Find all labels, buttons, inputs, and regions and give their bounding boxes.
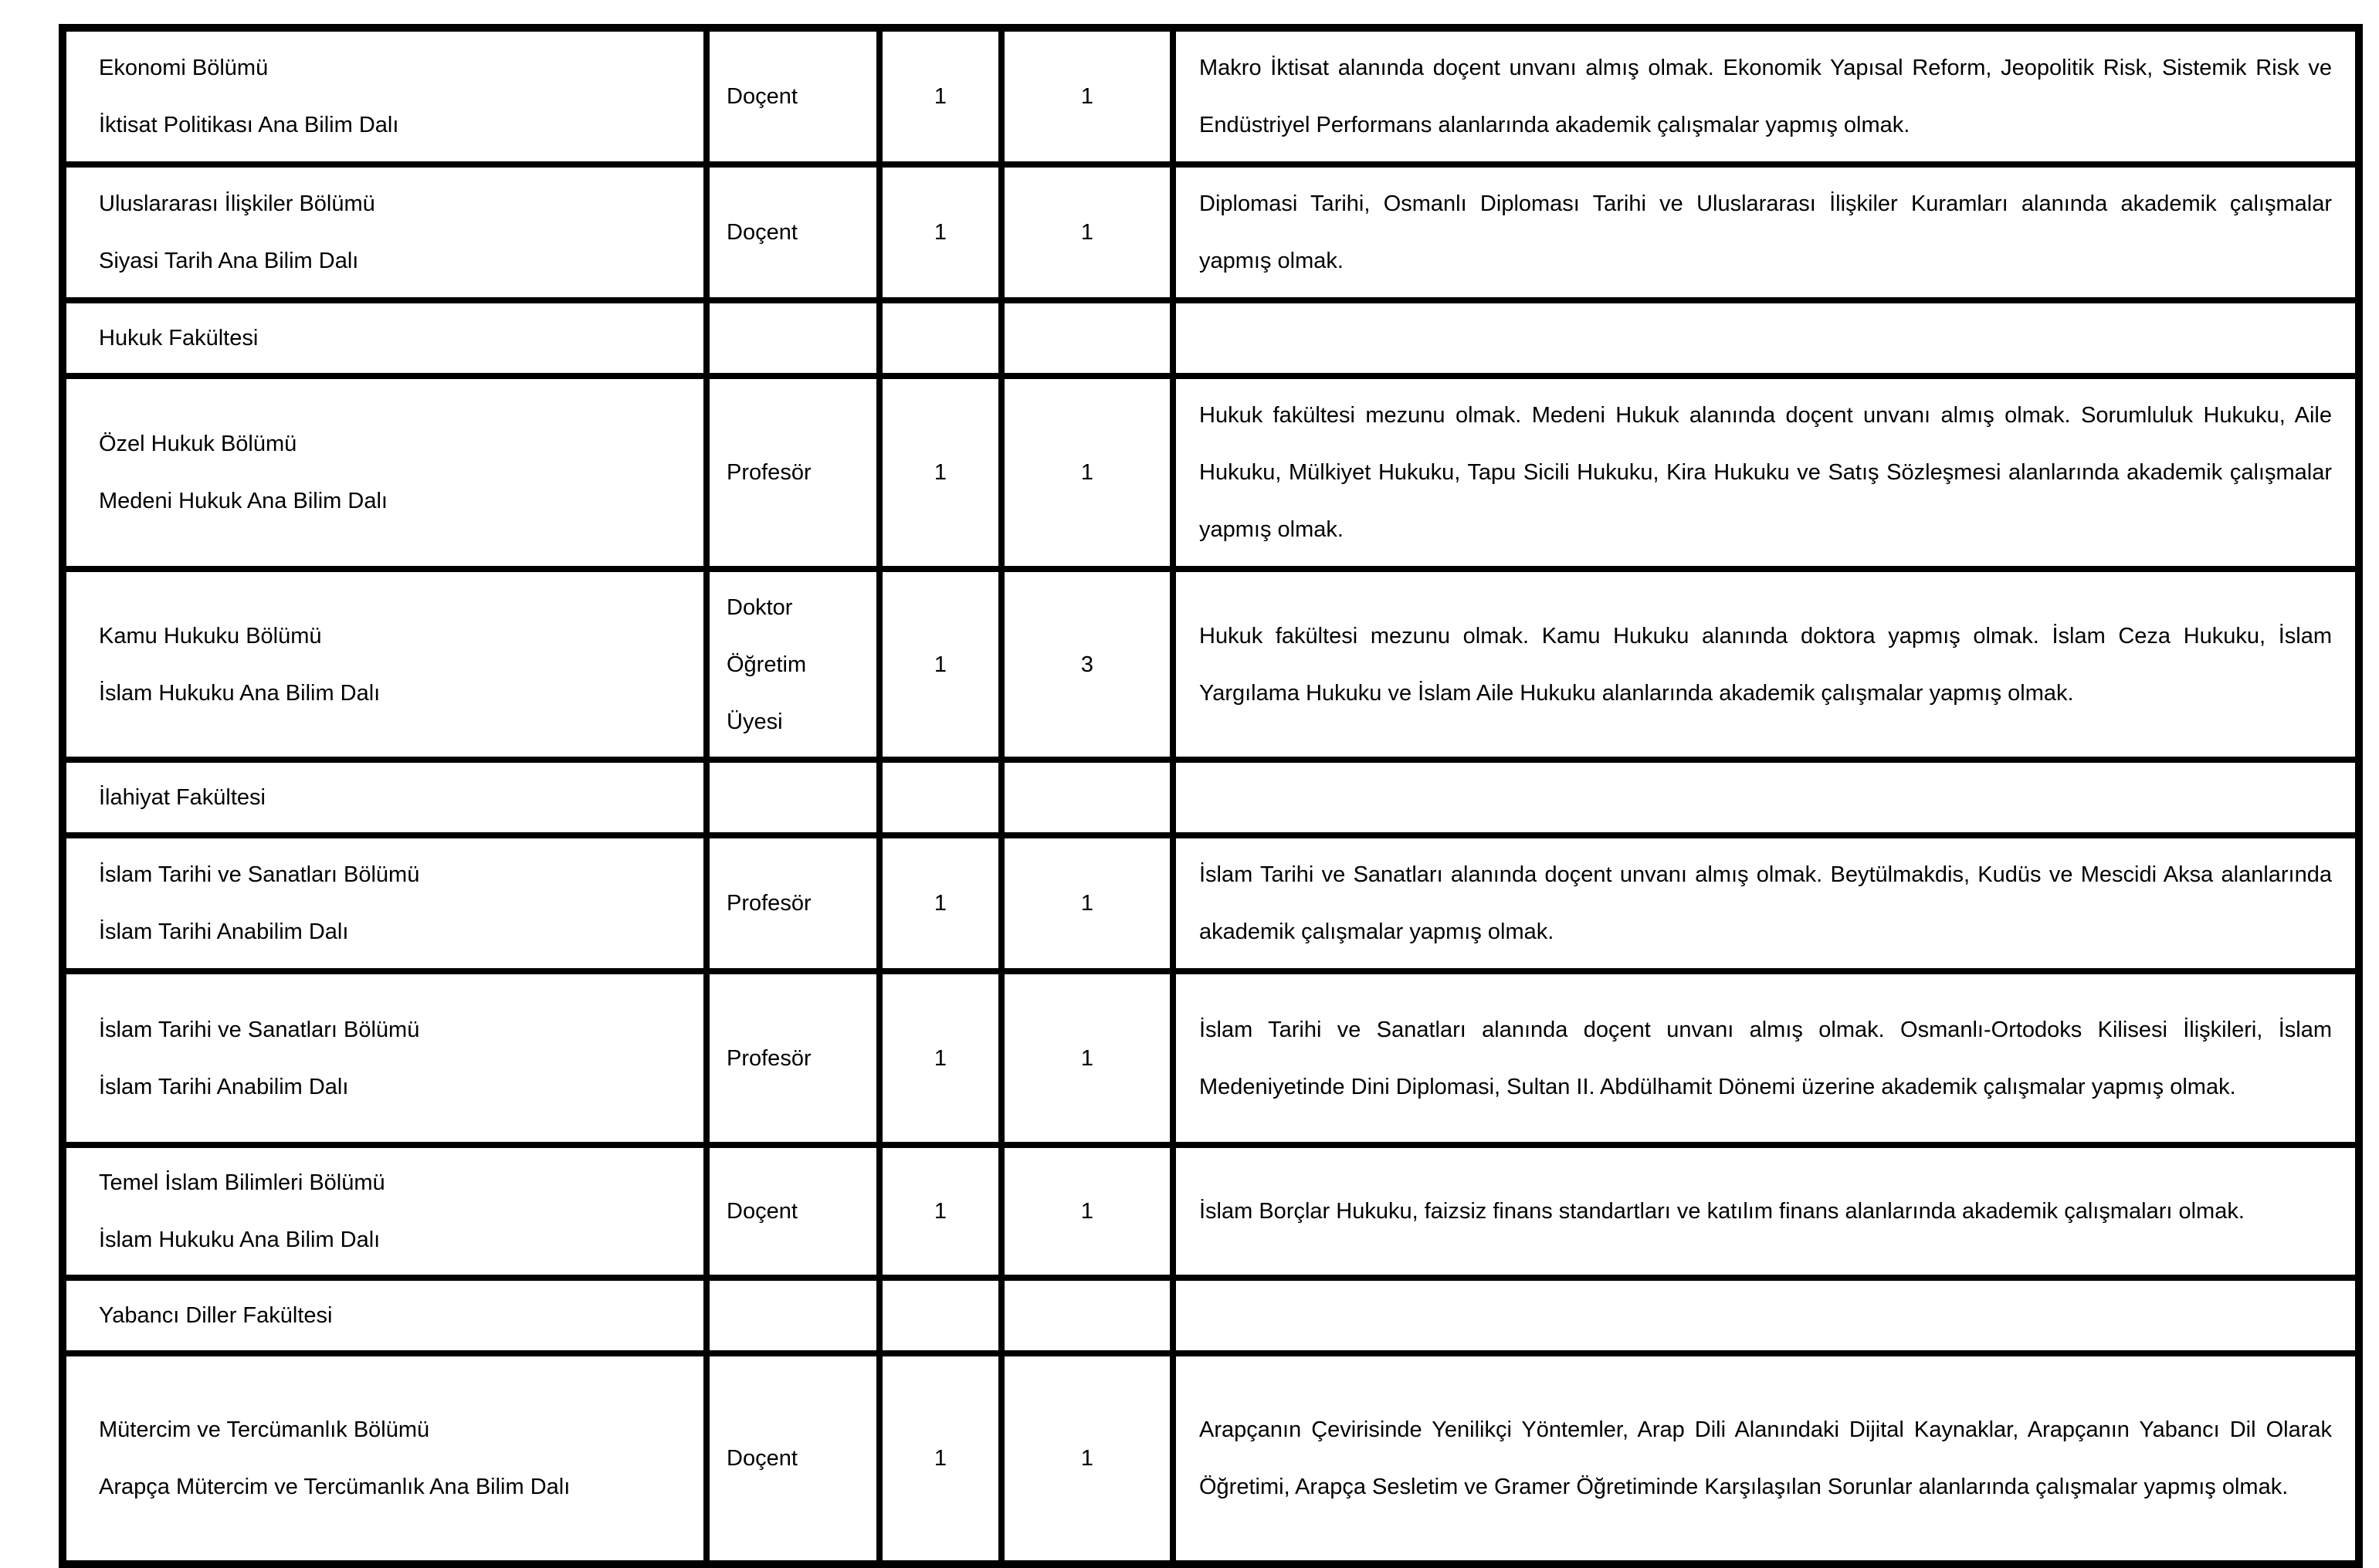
department-cell (63, 376, 707, 569)
department-line: Mütercim ve Tercümanlık Bölümü (99, 1417, 430, 1442)
department-line: İslam Tarihi ve Sanatları Bölümü (99, 862, 420, 887)
count-col-b-cell: 3 (1001, 569, 1173, 760)
department-cell (63, 1145, 707, 1278)
count-col-a-cell: 1 (879, 835, 1001, 971)
academic-positions-table (59, 24, 2363, 1568)
position-row (63, 1353, 2359, 1564)
count-col-b-cell: 1 (1001, 1353, 1173, 1564)
title-cell: Doçent (707, 1353, 879, 1564)
department-cell (63, 569, 707, 760)
count-col-a-cell: 1 (879, 376, 1001, 569)
count-col-a-cell: 1 (879, 28, 1001, 164)
department-cell (63, 300, 707, 376)
count-col-a-cell: 1 (879, 971, 1001, 1145)
count-col-b-cell (1001, 300, 1173, 376)
requirements-cell: Arapçanın Çevirisinde Yenilikçi Yöntemler, Arap Dili Alanındaki Dijital Kaynaklar, Arapçanın Yabancı Dil Olarak Öğretimi, Arapça Sesletim ve Gramer Öğretiminde Karşılaşılan Sorunlar alanlarında çalışmalar yapmış olmak. (1173, 1353, 2359, 1564)
count-col-a-cell: 1 (879, 164, 1001, 300)
department-cell (63, 971, 707, 1145)
title-cell (707, 1278, 879, 1353)
count-col-b-cell: 1 (1001, 1145, 1173, 1278)
department-line: İslam Tarihi ve Sanatları Bölümü (99, 1017, 420, 1042)
faculty-row (63, 300, 2359, 376)
department-line: İlahiyat Fakültesi (99, 785, 266, 810)
title-cell (707, 300, 879, 376)
requirements-cell (1173, 300, 2359, 376)
department-line: İslam Hukuku Ana Bilim Dalı (99, 1228, 381, 1252)
title-cell: Profesör (707, 835, 879, 971)
department-cell (63, 835, 707, 971)
faculty-row (63, 760, 2359, 835)
department-line: Hukuk Fakültesi (99, 326, 259, 351)
position-row (63, 971, 2359, 1145)
count-col-b-cell: 1 (1001, 835, 1173, 971)
title-cell: Profesör (707, 376, 879, 569)
requirements-cell: İslam Borçlar Hukuku, faizsiz finans standartları ve katılım finans alanlarında akademik çalışmaları olmak. (1173, 1145, 2359, 1278)
department-cell (63, 164, 707, 300)
department-line: İslam Tarihi Anabilim Dalı (99, 919, 349, 944)
requirements-cell: İslam Tarihi ve Sanatları alanında doçent unvanı almış olmak. Beytülmakdis, Kudüs ve Mescidi Aksa alanlarında akademik çalışmalar yapmış olmak. (1173, 835, 2359, 971)
department-line: Siyasi Tarih Ana Bilim Dalı (99, 249, 359, 273)
count-col-a-cell (879, 300, 1001, 376)
title-cell: Profesör (707, 971, 879, 1145)
department-line: Medeni Hukuk Ana Bilim Dalı (99, 489, 388, 513)
requirements-cell: Diplomasi Tarihi, Osmanlı Diploması Tarihi ve Uluslararası İlişkiler Kuramları alanında akademik çalışmalar yapmış olmak. (1173, 164, 2359, 300)
title-cell: Doçent (707, 28, 879, 164)
count-col-b-cell: 1 (1001, 28, 1173, 164)
faculty-row (63, 1278, 2359, 1353)
department-line: İslam Tarihi Anabilim Dalı (99, 1074, 349, 1099)
title-cell: Doçent (707, 164, 879, 300)
count-col-a-cell: 1 (879, 1353, 1001, 1564)
requirements-cell: Hukuk fakültesi mezunu olmak. Medeni Hukuk alanında doçent unvanı almış olmak. Sorumluluk Hukuku, Aile Hukuku, Mülkiyet Hukuku, Tapu Sicili Hukuku, Kira Hukuku ve Satış Sözleşmesi alanlarında akademik çalışmalar yapmış olmak. (1173, 376, 2359, 569)
requirements-cell: Hukuk fakültesi mezunu olmak. Kamu Hukuku alanında doktora yapmış olmak. İslam Ceza Hukuku, İslam Yargılama Hukuku ve İslam Aile Hukuku alanlarında akademik çalışmalar yapmış olmak. (1173, 569, 2359, 760)
requirements-cell (1173, 1278, 2359, 1353)
position-row (63, 835, 2359, 971)
count-col-a-cell (879, 760, 1001, 835)
position-row (63, 164, 2359, 300)
count-col-a-cell: 1 (879, 1145, 1001, 1278)
title-cell (707, 760, 879, 835)
table-body (63, 28, 2359, 1564)
requirements-cell (1173, 760, 2359, 835)
department-cell (63, 28, 707, 164)
count-col-b-cell (1001, 760, 1173, 835)
count-col-a-cell: 1 (879, 569, 1001, 760)
count-col-a-cell (879, 1278, 1001, 1353)
department-line: Özel Hukuk Bölümü (99, 432, 297, 456)
department-cell (63, 760, 707, 835)
department-line: Kamu Hukuku Bölümü (99, 623, 322, 649)
department-line: Yabancı Diller Fakültesi (99, 1303, 333, 1328)
department-cell (63, 1278, 707, 1353)
department-line: Uluslararası İlişkiler Bölümü (99, 191, 375, 216)
position-row (63, 28, 2359, 164)
department-line: Ekonomi Bölümü (99, 56, 269, 80)
department-line: Temel İslam Bilimleri Bölümü (99, 1170, 385, 1195)
title-cell: Doktor Öğretim Üyesi (707, 569, 879, 760)
requirements-cell: Makro İktisat alanında doçent unvanı almış olmak. Ekonomik Yapısal Reform, Jeopolitik Risk, Sistemik Risk ve Endüstriyel Performans alanlarında akademik çalışmalar yapmış olmak. (1173, 28, 2359, 164)
department-cell (63, 1353, 707, 1564)
department-line: Arapça Mütercim ve Tercümanlık Ana Bilim Dalı (99, 1475, 571, 1499)
count-col-b-cell: 1 (1001, 376, 1173, 569)
count-col-b-cell: 1 (1001, 971, 1173, 1145)
department-line: İktisat Politikası Ana Bilim Dalı (99, 113, 399, 137)
department-line: İslam Hukuku Ana Bilim Dalı (99, 680, 381, 706)
position-row (63, 569, 2359, 760)
position-row (63, 376, 2359, 569)
position-row (63, 1145, 2359, 1278)
count-col-b-cell (1001, 1278, 1173, 1353)
title-cell: Doçent (707, 1145, 879, 1278)
count-col-b-cell: 1 (1001, 164, 1173, 300)
requirements-cell: İslam Tarihi ve Sanatları alanında doçent unvanı almış olmak. Osmanlı-Ortodoks Kilisesi İlişkileri, İslam Medeniyetinde Dini Diplomasi, Sultan II. Abdülhamit Dönemi üzerine akademik çalışmalar yapmış olmak. (1173, 971, 2359, 1145)
